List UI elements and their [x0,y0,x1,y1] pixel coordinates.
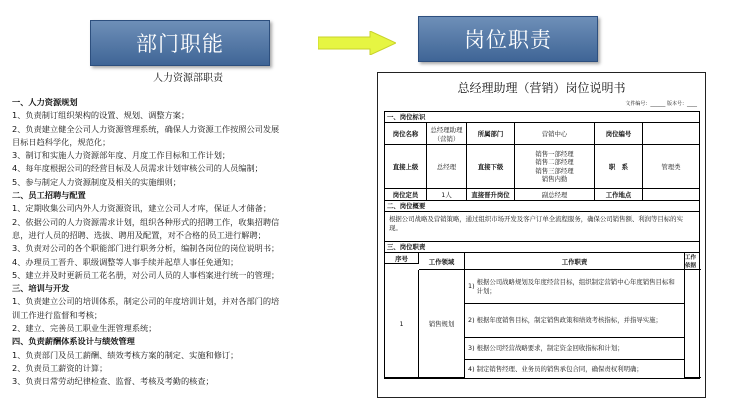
section-position-summary: 二、岗位概要 [385,201,699,212]
header-index: 序号 [385,253,419,264]
section-position-id: 一、岗位标识 [385,112,699,123]
cell-label: 直接下级 [467,145,515,189]
cell-label: 所属部门 [467,123,515,145]
header-basis: 工作依据 [685,253,701,270]
cell-label: 直接晋升岗位 [467,189,515,200]
duty-line: 目标日趋科学化，规范化； [12,136,111,147]
cell-value [643,123,699,145]
duty-text: 根据公司战略规划及年度经营目标，组织制定营销中心年度销售目标和计划； [476,278,675,295]
duty-line: 1、负责部门及员工薪酬、绩效考核方案的制定、实施和修订； [12,349,239,360]
duty-line: 3、负责对公司的各个职能部门进行职务分析，编制各岗位的岗位说明书； [12,243,280,254]
cell-label: 岗位名称 [385,123,427,145]
duty-line: 2、依据公司的人力资源需求计划，组织各种形式的招聘工作，收集招聘信 [12,216,280,227]
section-heading: 二、员工招聘与配置 [12,190,86,201]
cell-value: 总经理 [427,145,467,189]
right-arrow-icon [318,31,396,55]
duty-line: 4、每年度根据公司的经营目标及人员需求计划审核公司的人员编制； [12,163,263,174]
cell-value: 总经理助理 （营销） [427,123,467,145]
jd-file-meta: 文件编号：______ 版本号：____ [625,101,697,107]
cell-label: 直接上级 [385,145,427,189]
cell-label: 职 系 [595,145,643,189]
duty-line: 3、负责日常劳动纪律检查、监督、考核及考勤的核查； [12,376,214,387]
duty-text: 3) [468,344,475,353]
duty-line: 2、建立、完善员工职业生涯管理系统； [12,323,157,334]
duty-line: 1、负责制订组织架构的设置、规划、调整方案； [12,110,190,121]
duty-line: 训工作进行监督和考核； [12,309,103,320]
duty-text: 根据年度销售目标，制定销售政策和绩效考核指标，并指导实施； [476,316,662,325]
duty-line: 息，进行人员的招聘、选拔、聘用及配置，对不合格的员工进行解聘； [12,229,266,240]
cell-value: 管理类 [643,145,699,189]
cell-value: 副总经理 [515,189,595,200]
cell-value: 1人 [427,189,467,200]
section-position-duties: 三、岗位职责 [385,242,699,253]
position-summary-text: 根据公司战略及营销策略，通过组织市场开发及客户订单全流程服务，确保公司销售额、利润等目标的实现。 [385,212,699,242]
section-heading: 一、人力资源规划 [12,97,78,107]
duty-line: 2、负责建立健全公司人力资源管理系统，确保人力资源工作按照公司发展 [12,123,280,134]
cell-label: 岗位编号 [595,123,643,145]
duty-text: 4) [468,364,475,373]
duty-line: 1、负责建立公司的培训体系，制定公司的年度培训计划，并对各部门的培 [12,296,280,307]
duty-text: 根据公司经营战略要求，制定资金回收指标和计划； [476,344,624,353]
duty-basis-cell [685,270,701,378]
position-id-grid [385,123,699,201]
duty-item [465,270,685,304]
duty-line: 2、负责员工薪资的计算； [12,362,108,373]
duty-line: 4、办理员工晋升、职级调整等人事手续并起草人事任免通知； [12,256,239,267]
duty-row-number: 1 [385,270,419,378]
cell-value: 销售一部经理 销售二部经理 销售三部经理 销售内勤 [515,145,595,189]
doc-title: 人力资源部职责 [153,73,223,84]
cell-label: 岗位定员 [385,189,427,200]
banner-right-label: 岗位职责 [464,28,552,52]
banner-left-label: 部门职能 [136,32,224,56]
banner-department-functions [90,20,270,66]
cell-label: 工作地点 [595,189,643,200]
banner-job-responsibilities [418,16,598,62]
section-heading: 四、负责薪酬体系设计与绩效管理 [12,336,135,347]
duty-text: 制定销售经理、业务员的销售承包合同，确保责权利明确； [476,364,643,373]
duty-item [465,360,685,378]
duty-text: 1) [468,282,475,291]
duty-row-area: 销售规划 [419,270,465,378]
duties-table [385,253,699,378]
duty-item [465,338,685,360]
duty-text: 2) [468,316,475,325]
duty-line: 1、定期收集公司内外人力资源资讯，建立公司人才库，保证人才储备； [12,203,272,214]
doc-sections [12,96,364,389]
header-duty: 工作职责 [465,253,685,270]
section-heading: 三、培训与开发 [12,283,70,294]
hr-department-duties-document [12,72,364,412]
job-description-document [377,72,706,398]
duty-item [465,304,685,338]
duty-line: 5、参与制定人力资源制度及相关的实施细则； [12,176,181,187]
cell-value: 营销中心 [515,123,595,145]
duty-line: 3、制订和实施人力资源部年度、月度工作目标和工作计划； [12,150,231,161]
cell-value [643,189,699,200]
jd-title: 总经理助理（营销）岗位说明书 [457,81,626,95]
header-area: 工作领域 [419,253,465,270]
jd-table [384,111,700,379]
duty-line: 5、建立并及时更新员工花名册，对公司人员的人事档案进行统一的管理； [12,269,280,280]
